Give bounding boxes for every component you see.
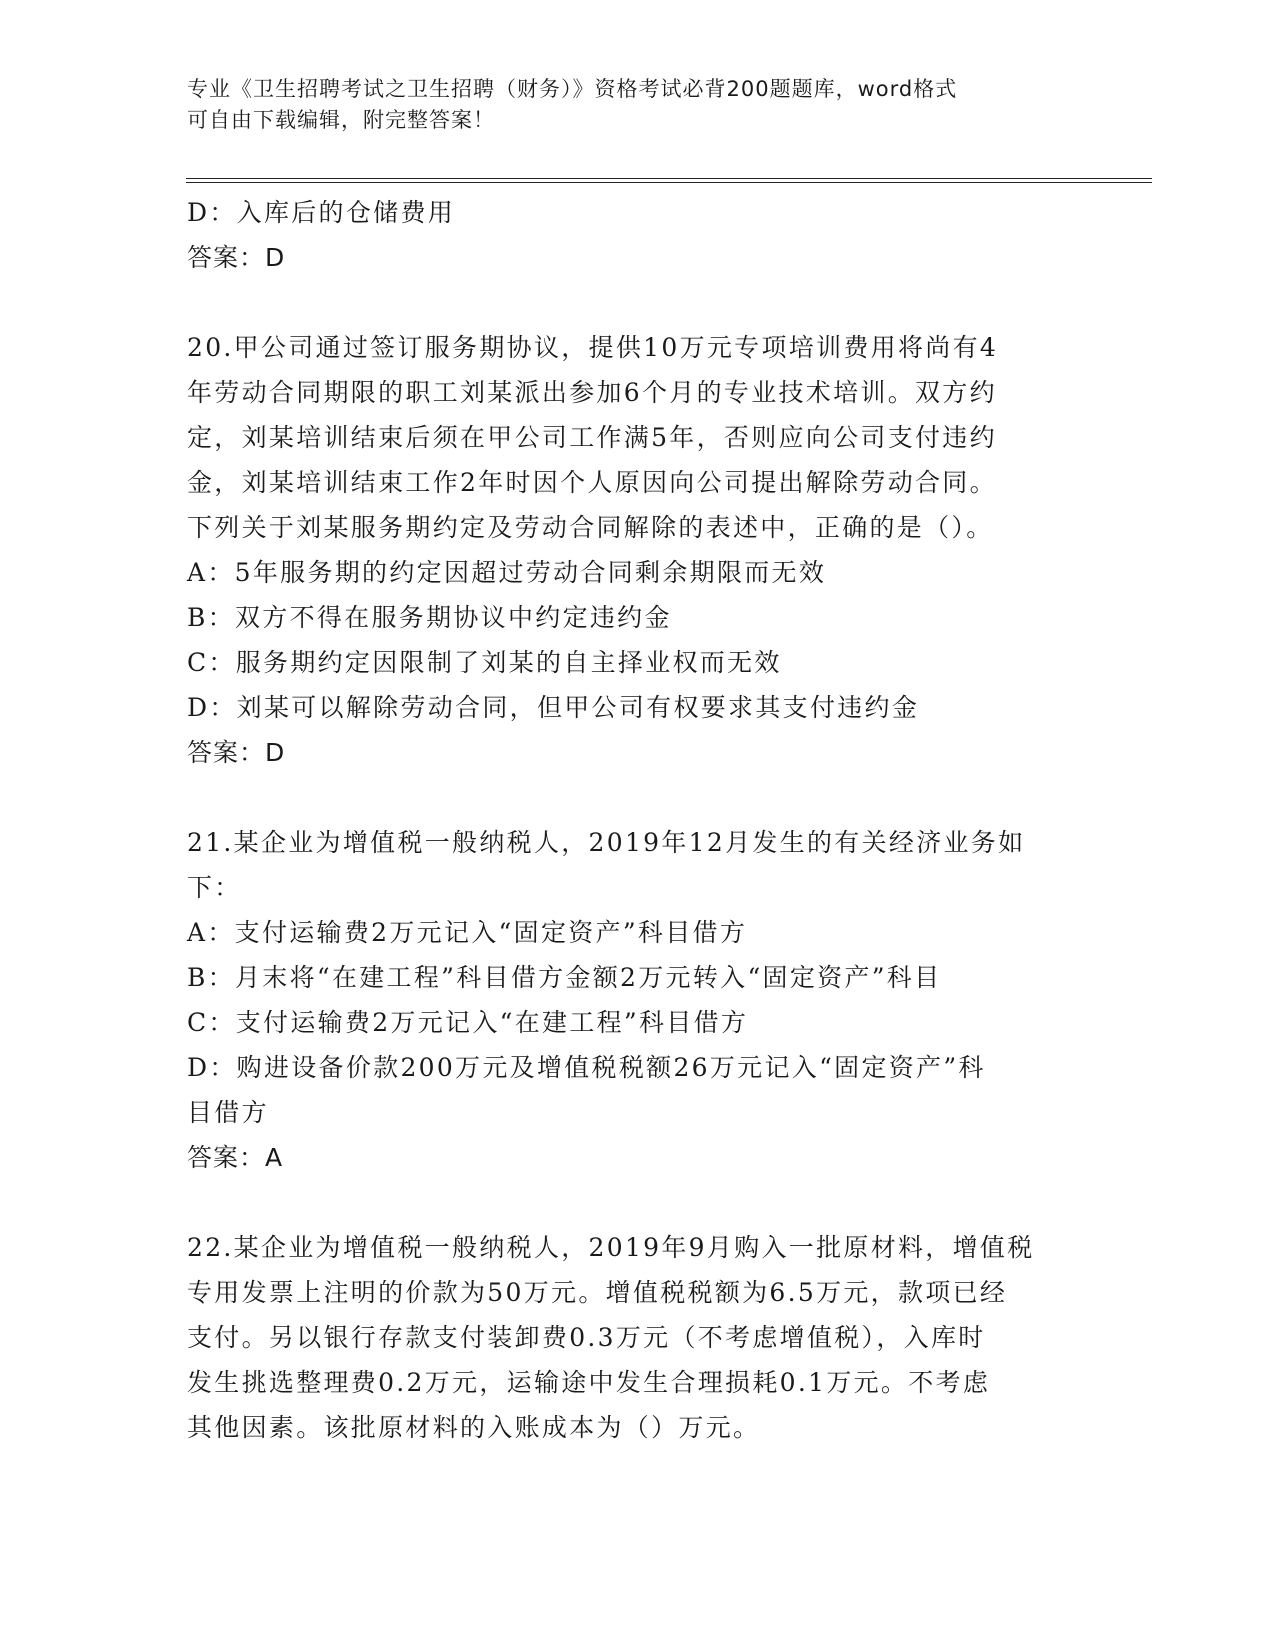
q22-stem-line: 发生挑选整理费0.2万元，运输途中发生合理损耗0.1万元。不考虑 <box>187 1368 991 1397</box>
q21-option-d-line: 目借方 <box>187 1098 269 1127</box>
q20-option-c: C：服务期约定因限制了刘某的自主择业权而无效 <box>187 648 782 677</box>
page-header <box>187 74 1067 136</box>
q21-option-b: B：月末将“在建工程”科目借方金额2万元转入“固定资产”科目 <box>187 963 942 992</box>
q20-stem-line: 金，刘某培训结束工作2年时因个人原因向公司提出解除劳动合同。 <box>187 468 997 497</box>
question-20 <box>187 325 1077 776</box>
q20-option-b: B：双方不得在服务期协议中约定违约金 <box>187 603 672 632</box>
q21-stem-line: 21.某企业为增值税一般纳税人，2019年12月发生的有关经济业务如 <box>187 828 1026 857</box>
header-line-2: 可自由下载编辑，附完整答案！ <box>187 108 495 132</box>
header-line-1: 专业《卫生招聘考试之卫生招聘（财务）》资格考试必背200题题库，word格式 <box>187 77 958 101</box>
q20-option-d: D：刘某可以解除劳动合同，但甲公司有权要求其支付违约金 <box>187 693 920 722</box>
q21-option-d-line: D：购进设备价款200万元及增值税税额26万元记入“固定资产”科 <box>187 1053 986 1082</box>
q21-stem-line: 下： <box>187 873 242 902</box>
question-21 <box>187 820 1077 1181</box>
q19-answer: 答案：D <box>187 243 286 272</box>
q19-option-d: D：入库后的仓储费用 <box>187 198 456 227</box>
q22-stem-line: 其他因素。该批原材料的入账成本为（）万元。 <box>187 1413 761 1442</box>
q21-option-c: C：支付运输费2万元记入“在建工程”科目借方 <box>187 1008 749 1037</box>
q20-stem-line: 定，刘某培训结束后须在甲公司工作满5年，否则应向公司支付违约 <box>187 423 997 452</box>
q20-stem-line: 年劳动合同期限的职工刘某派出参加6个月的专业技术培训。双方约 <box>187 378 997 407</box>
q20-stem-line: 20.甲公司通过签订服务期协议，提供10万元专项培训费用将尚有4 <box>187 333 999 362</box>
question-22 <box>187 1225 1077 1450</box>
q21-answer: 答案：A <box>187 1143 284 1172</box>
q22-stem-line: 22.某企业为增值税一般纳税人，2019年9月购入一批原材料，增值税 <box>187 1233 1035 1262</box>
question-content <box>187 190 1077 1450</box>
q22-stem-line: 专用发票上注明的价款为50万元。增值税税额为6.5万元，款项已经 <box>187 1278 1008 1307</box>
q21-option-a: A：支付运输费2万元记入“固定资产”科目借方 <box>187 918 748 947</box>
q20-answer: 答案：D <box>187 738 286 767</box>
q20-option-a: A：5年服务期的约定因超过劳动合同剩余期限而无效 <box>187 558 827 587</box>
q22-stem-line: 支付。另以银行存款支付装卸费0.3万元（不考虑增值税），入库时 <box>187 1323 986 1352</box>
header-divider <box>186 178 1152 183</box>
q20-stem-line: 下列关于刘某服务期约定及劳动合同解除的表述中，正确的是（）。 <box>187 513 994 542</box>
